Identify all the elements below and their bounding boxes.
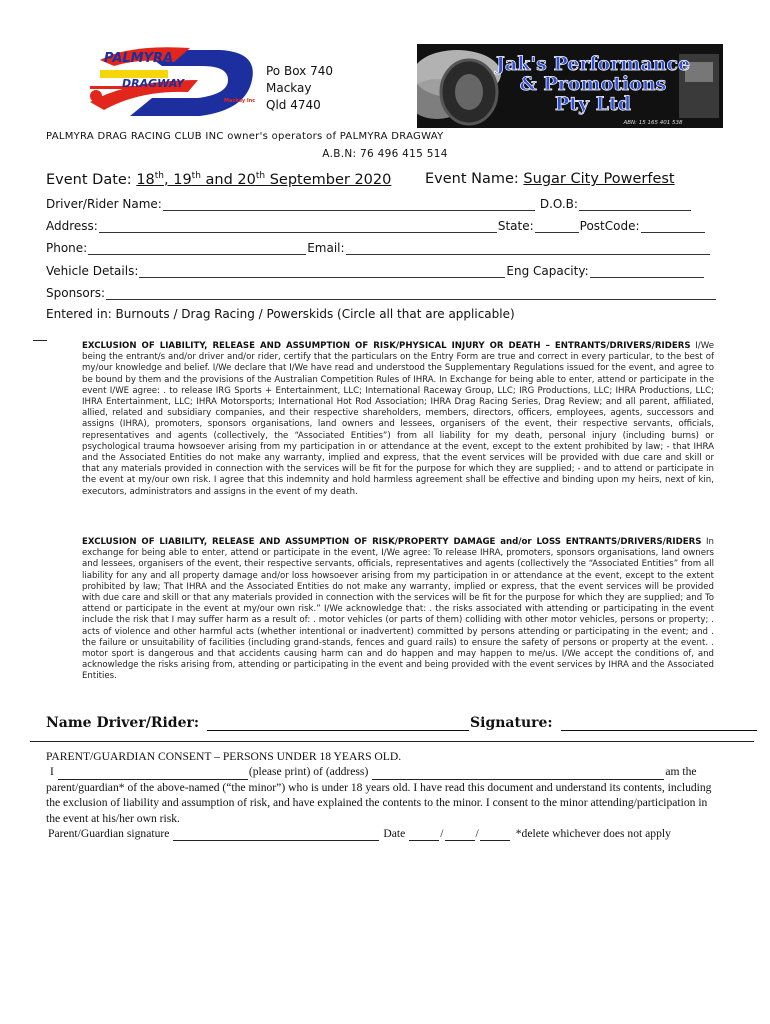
guardian-signature-input[interactable] (173, 829, 379, 841)
event-name-label: Event Name: (425, 171, 524, 187)
consent-date-label: Date (383, 827, 406, 841)
dob-input[interactable] (579, 198, 691, 211)
consent-note: *delete whichever does not apply (515, 827, 671, 841)
event-date-label: Event Date: (46, 171, 137, 188)
date-slash: / (440, 827, 444, 841)
address-input[interactable] (99, 220, 497, 233)
date-part: September 2020 (265, 171, 392, 188)
palmyra-dragway-logo (70, 40, 260, 122)
state-label: State: (497, 219, 534, 233)
address-line: Mackay (266, 81, 312, 95)
sponsors-label: Sponsors: (46, 286, 106, 300)
date-sup: th (191, 171, 201, 181)
postcode-input[interactable] (641, 220, 705, 233)
email-input[interactable] (346, 242, 710, 255)
jaks-performance-logo (417, 44, 723, 128)
consent-title: PARENT/GUARDIAN CONSENT – PERSONS UNDER 18 YEARS OLD. (46, 750, 402, 763)
waiver-physical-heading: EXCLUSION OF LIABILITY, RELEASE AND ASSUMPTION OF RISK/PHYSICAL INJURY OR DEATH – ENTRANTS/DRIVERS/RIDERS (82, 341, 691, 351)
address-label: Address: (46, 219, 98, 233)
driver-signature-row (46, 715, 758, 731)
date-day-input[interactable] (409, 829, 439, 841)
sponsors-input[interactable] (106, 287, 716, 300)
date-month-input[interactable] (445, 829, 475, 841)
driver-name-label: Driver/Rider Name: (46, 197, 162, 211)
abn-line: A.B.N: 76 496 415 514 (322, 148, 448, 160)
eng-capacity-label: Eng Capacity: (506, 264, 589, 278)
postal-address (266, 63, 333, 114)
date-sup: th (154, 171, 164, 181)
email-label: Email: (307, 241, 345, 255)
phone-label: Phone: (46, 241, 88, 255)
event-name-value: Sugar City Powerfest (523, 171, 675, 187)
address-line: Qld 4740 (266, 98, 321, 112)
guardian-signature-label: Parent/Guardian signature (48, 827, 170, 841)
eng-capacity-input[interactable] (590, 265, 704, 278)
event-date (46, 171, 391, 188)
date-part: , 19 (164, 171, 192, 188)
parent-consent (46, 749, 722, 841)
phone-input[interactable] (88, 242, 306, 255)
entered-in-row (46, 307, 515, 321)
waiver-property-heading: EXCLUSION OF LIABILITY, RELEASE AND ASSUMPTION OF RISK/PROPERTY DAMAGE and/or LOSS ENTRANTS/DRIVERS/RIDERS (82, 537, 702, 547)
address-line: Po Box 740 (266, 64, 333, 78)
vehicle-input[interactable] (139, 265, 505, 278)
waiver-physical-injury (82, 341, 714, 498)
logo-right-line1: Jak's Performance (495, 53, 691, 75)
consent-print-label: (please print) of (address) (248, 765, 369, 779)
phone-row (46, 241, 711, 255)
event-name (425, 171, 675, 187)
consent-name-row (46, 764, 722, 779)
driver-name-input[interactable] (163, 198, 535, 211)
sponsors-row (46, 286, 717, 300)
consent-am-the: am the (665, 765, 697, 779)
consent-paragraph: parent/guardian* of the above-named (“the minor”) who is under 18 years old. I have read this document and understand its contents, including the exclusion of liability and assumption of risk, and have explained the contents to the minor. I consent to the minor attending/participation in the event at his/her own risk. (46, 780, 712, 825)
dob-label: D.O.B: (539, 197, 578, 211)
waiver-physical-body: I/We being the entrant/s and/or driver and/or rider, certify that the particulars on the Entry Form are true and correct in every particular, to the best of my/our knowledge and belief. I/We declare that I/We have read and understood the Supplementary Regulations issued for the event, and agree to be bound by them and the provisions of the Australian Competition Rules of IHRA. In Exchange for being able to enter, attend or participate in the event I/WE agree: . to release IRG Sports + Entertainment, LLC; International Raceway Group, LLC; IRG Productions, LLC; IHRA Productions, LLC; IHRA Entertainment, LLC; IHRA Motorsports; International Hot Rod Association; IHRA Drag Racing Series, Drag Review; and all parent, affiliated, allied, related and subsidiary companies, and their respective shareholders, members, directors, officers, employees, agents, successors and assigns (IHRA), promoters, sponsors organisations, land owners and lessees, organisers of the event, their respective servants, officials, representatives and agents (collectively, the “Associated Entities”) from all liability for my death, personal injury (including burns) or psychological trauma howsoever arising from my participation in or attendance at the event, except to the extent prohibited by law; - that IHRA and the Associated Entities do not make any warranty, implied and express, that the event services will be provided with due care and skill or that any materials provided in connection with the services will be fit for the purpose for which they are supplied; - and to attend or participate in the event at my/our own risk. I agree that this indemnity and hold harmless agreement shall be effective and binding upon my heirs, next of kin, executors, administrators and assigns in the event of my death. (82, 341, 714, 497)
consent-i-label: I (50, 765, 54, 779)
logo-text-top: PALMYRA (104, 51, 174, 66)
vehicle-label: Vehicle Details: (46, 264, 139, 278)
guardian-address-input[interactable] (372, 768, 664, 780)
name-driver-label: Name Driver/Rider: (46, 715, 200, 731)
section-divider (30, 741, 754, 742)
date-part: 18 (136, 171, 155, 188)
date-part: and 20 (200, 171, 256, 188)
organisation-line: PALMYRA DRAG RACING CLUB INC owner's operators of PALMYRA DRAGWAY (46, 131, 444, 142)
signature-input[interactable] (561, 716, 757, 731)
logo-right-line2: & Promotions (519, 73, 667, 95)
margin-dash (33, 340, 47, 341)
entered-in-text[interactable]: Entered in: Burnouts / Drag Racing / Powerskids (Circle all that are applicable) (46, 307, 515, 321)
waiver-property-body: In exchange for being able to enter, attend or participate in the event, I/We agree: To release IHRA, promoters, sponsors organisations, land owners and lessees, organisers of the event, their respective servants, officials, representatives and agents (collectively the “Associated Entities” from all liability for any and all property damage and/or loss howsoever arising from my participation in or attendance at the event, except to the extent prohibited by law; That IHRA and the Associated Entities do not make any warranty, implied or express, that the event services will be provided with due care and skill or that any materials provided in connection with the services will be fit for the purpose for which they are supplied; and To attend or participate in the event at my/our own risk.” I/We acknowledge that: . the risks associated with attending or participating in the event include the risk that I may suffer harm as a result of: . motor vehicles (or parts of them) colliding with other motor vehicles, persons or property; . acts of violence and other harmful acts (whether intentional or inadvertent) committed by persons attending or participating in the event; and . the failure or unsuitability of facilities (including grand-stands, fences and guard rails) to ensure the safety of persons or property at the event. . motor sport is dangerous and that accidents causing harm can and do happen and may happen to me/us. I/We accept the conditions of, and acknowledge the risks arising from, attending or participating in the event and being provided with the event services by IHRA and the Associated Entities. (82, 537, 714, 682)
driver-name-row (46, 197, 692, 211)
palmyra-dragway-logo-graphic (70, 40, 260, 122)
logo-right-line3: Pty Ltd (554, 93, 632, 115)
waiver-property-damage (82, 537, 714, 683)
postcode-label: PostCode: (579, 219, 640, 233)
guardian-name-input[interactable] (58, 768, 248, 780)
jaks-performance-logo-graphic (417, 44, 723, 128)
consent-signature-row (46, 826, 722, 841)
logo-right-abn: ABN: 15 165 401 538 (623, 120, 683, 126)
state-input[interactable] (535, 220, 579, 233)
date-sup: th (255, 171, 266, 181)
date-year-input[interactable] (480, 829, 510, 841)
name-driver-input[interactable] (207, 716, 469, 731)
event-date-value (136, 172, 391, 188)
address-row (46, 219, 706, 233)
signature-label: Signature: (470, 715, 553, 731)
logo-text-bottom: DRAGWAY (122, 77, 185, 90)
logo-text-small: Mackay Inc (224, 98, 256, 104)
date-slash: / (475, 827, 479, 841)
vehicle-row (46, 264, 705, 278)
